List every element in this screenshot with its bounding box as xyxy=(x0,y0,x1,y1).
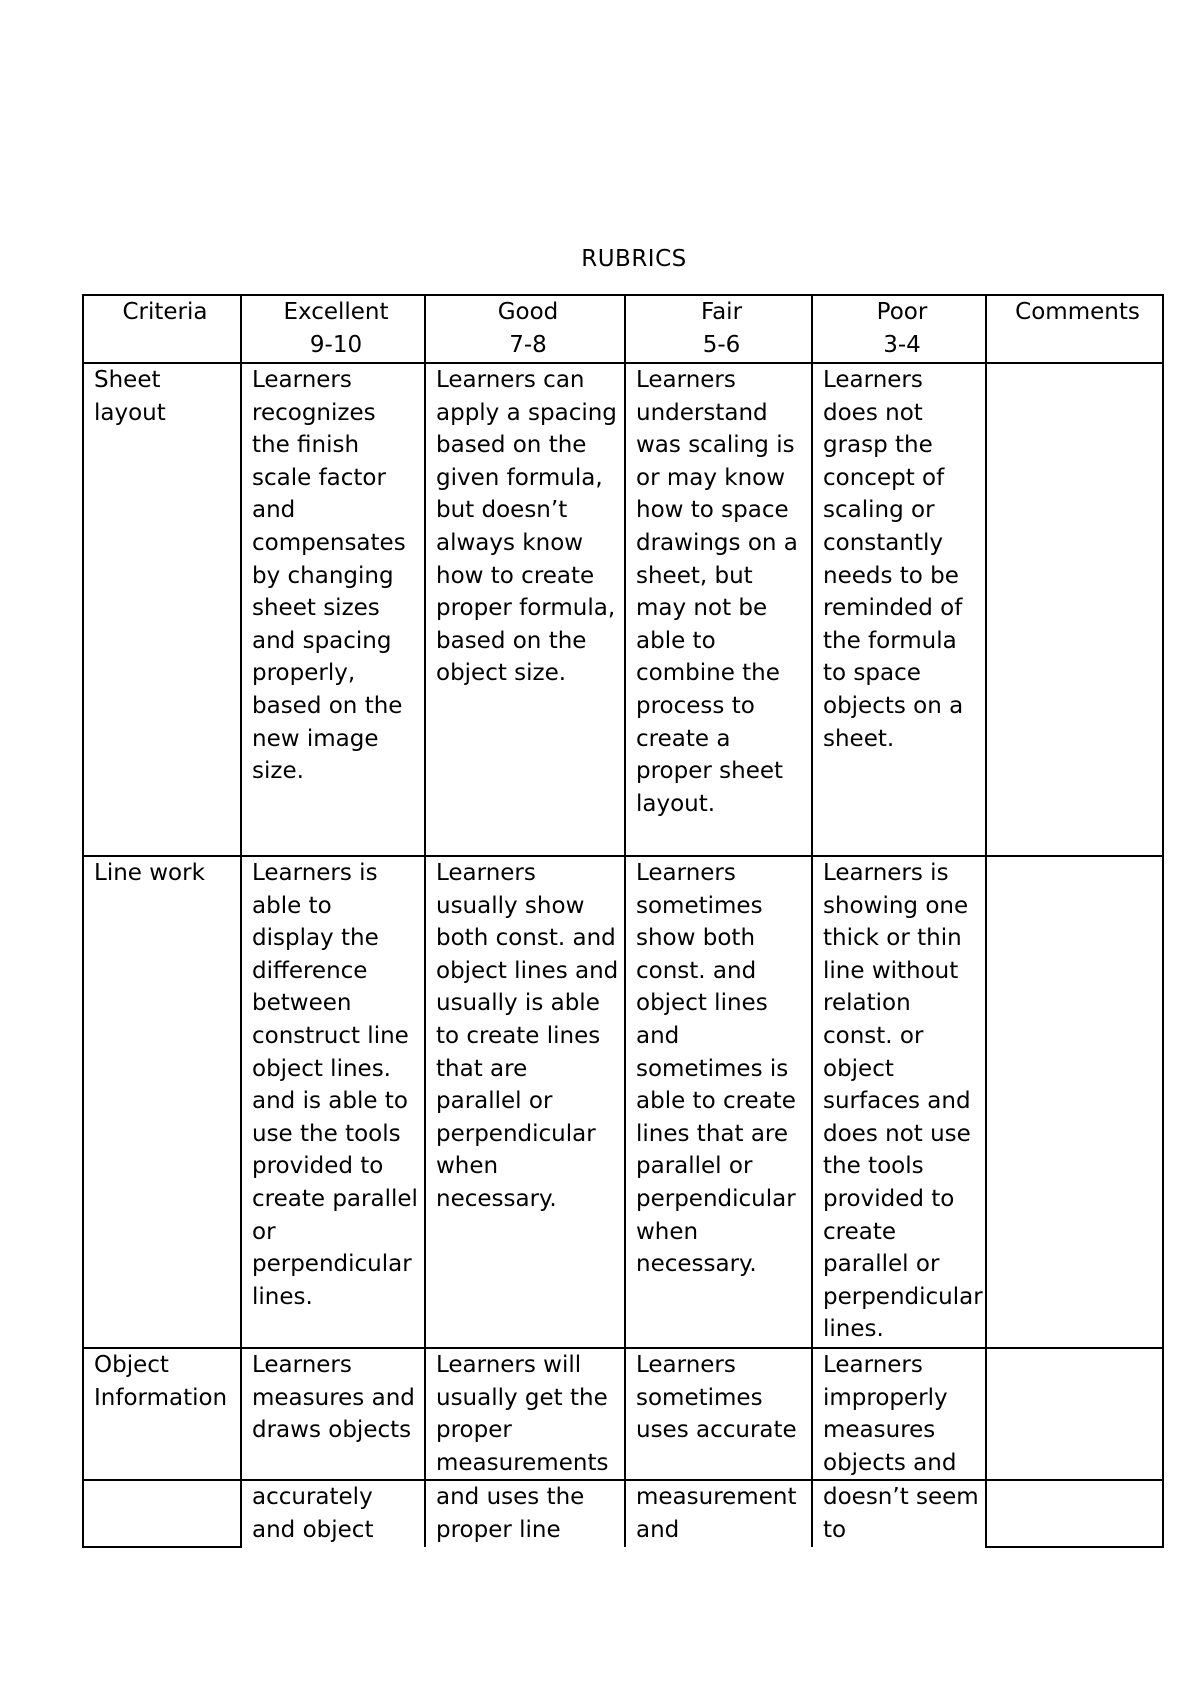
comments-cell xyxy=(986,363,1163,856)
header-good xyxy=(425,295,625,363)
header-comments xyxy=(986,295,1163,363)
criteria-cell: Object Information xyxy=(83,1348,241,1480)
header-range: 7-8 xyxy=(509,331,547,358)
table-row xyxy=(83,363,1163,856)
excellent-cell: accurately and object xyxy=(241,1480,425,1546)
header-label: Good xyxy=(497,299,559,325)
criteria-cell: Line work xyxy=(83,856,241,1348)
header-range: 5-6 xyxy=(702,331,741,358)
fair-cell: measurement and xyxy=(625,1480,812,1546)
criteria-cell: Sheet layout xyxy=(83,363,241,856)
excellent-cell: Learners is able to display the difference between construct line object lines. and is able to use the tools provided to create parallel or perpendicular lines. xyxy=(241,856,425,1348)
header-label: Poor xyxy=(876,299,928,325)
header-range: 9-10 xyxy=(309,331,363,358)
fair-cell: Learners sometimes uses accurate xyxy=(625,1348,812,1480)
poor-cell: Learners improperly measures objects and xyxy=(812,1348,986,1480)
comments-cell xyxy=(986,1480,1163,1546)
comments-cell xyxy=(986,856,1163,1348)
table-row xyxy=(83,1348,1163,1480)
header-criteria xyxy=(83,295,241,363)
good-cell: Learners can apply a spacing based on the given formula, but doesn’t always know how to create proper formula, based on the object size. xyxy=(425,363,625,856)
rubric-table xyxy=(82,294,1164,1548)
table-row xyxy=(83,856,1163,1348)
good-cell: Learners usually show both const. and object lines and usually is able to create lines that are parallel or perpendicular when necessary. xyxy=(425,856,625,1348)
poor-cell: Learners does not grasp the concept of scaling or constantly needs to be reminded of the formula to space objects on a sheet. xyxy=(812,363,986,856)
fair-cell: Learners understand was scaling is or may know how to space drawings on a sheet, but may not be able to combine the process to create a proper sheet layout. xyxy=(625,363,812,856)
header-excellent xyxy=(241,295,425,363)
header-range: 3-4 xyxy=(883,331,921,358)
poor-cell: doesn’t seem to xyxy=(812,1480,986,1546)
header-label: Comments xyxy=(1015,299,1140,325)
good-cell: Learners will usually get the proper measurements xyxy=(425,1348,625,1480)
header-poor xyxy=(812,295,986,363)
good-cell: and uses the proper line xyxy=(425,1480,625,1546)
excellent-cell: Learners recognizes the finish scale factor and compensates by changing sheet sizes and spacing properly, based on the new image size. xyxy=(241,363,425,856)
criteria-cell xyxy=(83,1480,241,1546)
header-label: Fair xyxy=(700,299,743,325)
header-row xyxy=(83,295,1163,363)
poor-cell: Learners is showing one thick or thin line without relation const. or object surfaces and does not use the tools provided to create parallel or perpendicular lines. xyxy=(812,856,986,1348)
comments-cell xyxy=(986,1348,1163,1480)
page-title: RUBRICS xyxy=(581,246,687,272)
fair-cell: Learners sometimes show both const. and object lines and sometimes is able to create lines that are parallel or perpendicular when necessary. xyxy=(625,856,812,1348)
header-label: Criteria xyxy=(122,299,208,325)
header-fair xyxy=(625,295,812,363)
table-row xyxy=(83,1480,1163,1546)
header-label: Excellent xyxy=(283,299,389,325)
excellent-cell: Learners measures and draws objects xyxy=(241,1348,425,1480)
